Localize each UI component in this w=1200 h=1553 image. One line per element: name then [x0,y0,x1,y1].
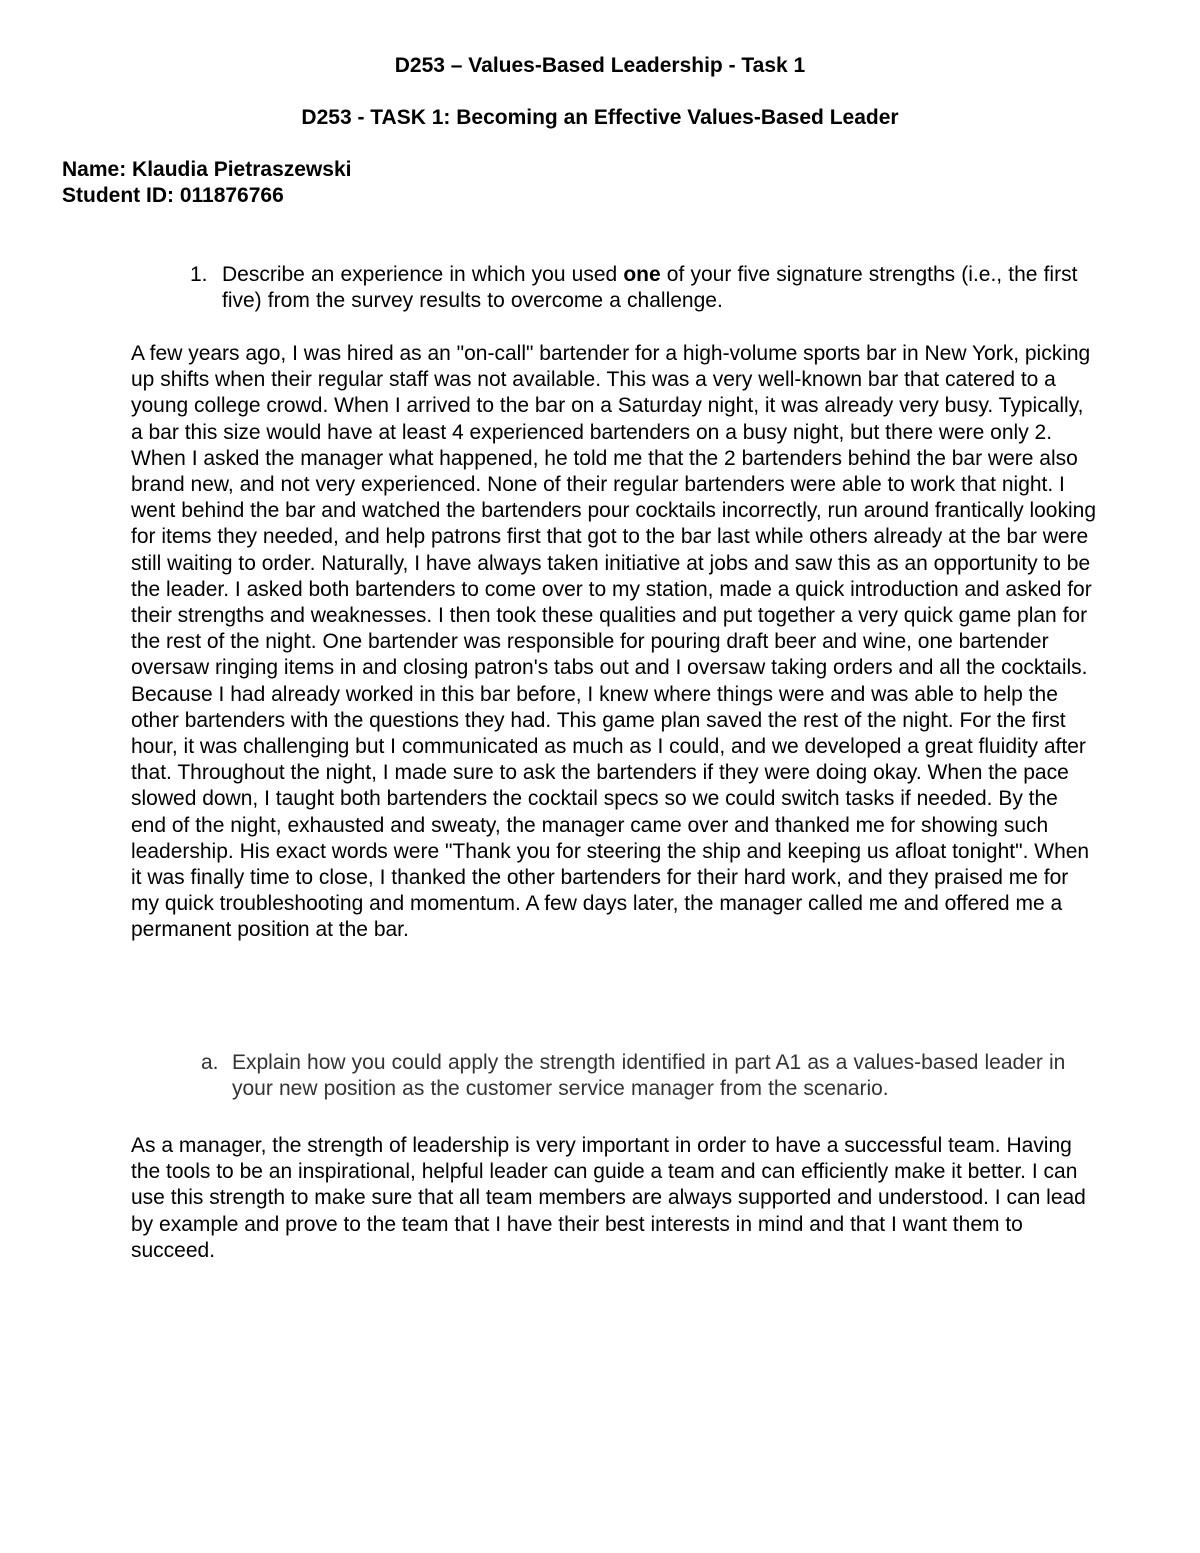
student-name: Name: Klaudia Pietraszewski [62,158,352,181]
question-1-emphasis: one [623,263,661,286]
question-1-text [190,262,1090,314]
question-a-text: Explain how you could apply the strength identified in part A1 as a values-based leader in your new position as the customer service manager from the scenario. [232,1051,1066,1100]
answer-a-paragraph: As a manager, the strength of leadership is very important in order to have a successful team. Having the tools to be an inspirational, helpful leader can guide a team and can efficiently make it better. I can use this strength to make sure that all team members are always supported and understood. I can lead by example and prove to the team that I have their best interests in mind and that I want them to succeed. [131,1134,1086,1262]
answer-1-paragraph: A few years ago, I was hired as an "on-call" bartender for a high-volume sports bar in New York, picking up shifts when their regular staff was not available. This was a very well-known bar that catered to a young college crowd. When I arrived to the bar on a Saturday night, it was already very busy. Typically, a bar this size would have at least 4 experienced bartenders on a busy night, but there were only 2. When I asked the manager what happened, he told me that the 2 bartenders behind the bar were also brand new, and not very experienced. None of their regular bartenders were able to work that night. I went behind the bar and watched the bartenders pour cocktails incorrectly, run around frantically looking for items they needed, and help patrons first that got to the bar last while others already at the bar were still waiting to order. Naturally, I have always taken initiative at jobs and saw this as an opportunity to be the leader. I asked both bartenders to come over to my station, made a quick introduction and asked for their strengths and weaknesses. I then took these qualities and put together a very quick game plan for the rest of the night. One bartender was responsible for pouring draft beer and wine, one bartender oversaw ringing items in and closing patron's tabs out and I oversaw taking orders and all the cocktails. Because I had already worked in this bar before, I knew where things were and was able to help the other bartenders with the questions they had. This game plan saved the rest of the night. For the first hour, it was challenging but I communicated as much as I could, and we developed a great fluidity after that. Throughout the night, I made sure to ask the bartenders if they were doing okay. When the pace slowed down, I taught both bartenders the cocktail specs so we could switch tasks if needed. By the end of the night, exhausted and sweaty, the manager came over and thanked me for showing such leadership. His exact words were "Thank you for steering the ship and keeping us afloat tonight". When it was finally time to close, I thanked the other bartenders for their hard work, and they praised me for my quick troubleshooting and momentum. A few days later, the manager called me and offered me a permanent position at the bar. [131,342,1096,942]
student-id: Student ID: 011876766 [62,184,284,207]
question-1 [190,262,1090,314]
question-a-number: a. [201,1051,219,1074]
question-a [201,1050,1081,1102]
student-info [62,157,351,209]
document-title: D253 – Values-Based Leadership - Task 1 [394,54,806,77]
question-1-number: 1. [190,263,208,286]
question-1-text-after: of your five signature strengths (i.e., the first five) from the survey results to overcome a challenge. [222,263,1078,312]
question-1-text-before: Describe an experience in which you used [222,263,624,286]
document-subtitle: D253 - TASK 1: Becoming an Effective Values-Based Leader [301,106,899,129]
